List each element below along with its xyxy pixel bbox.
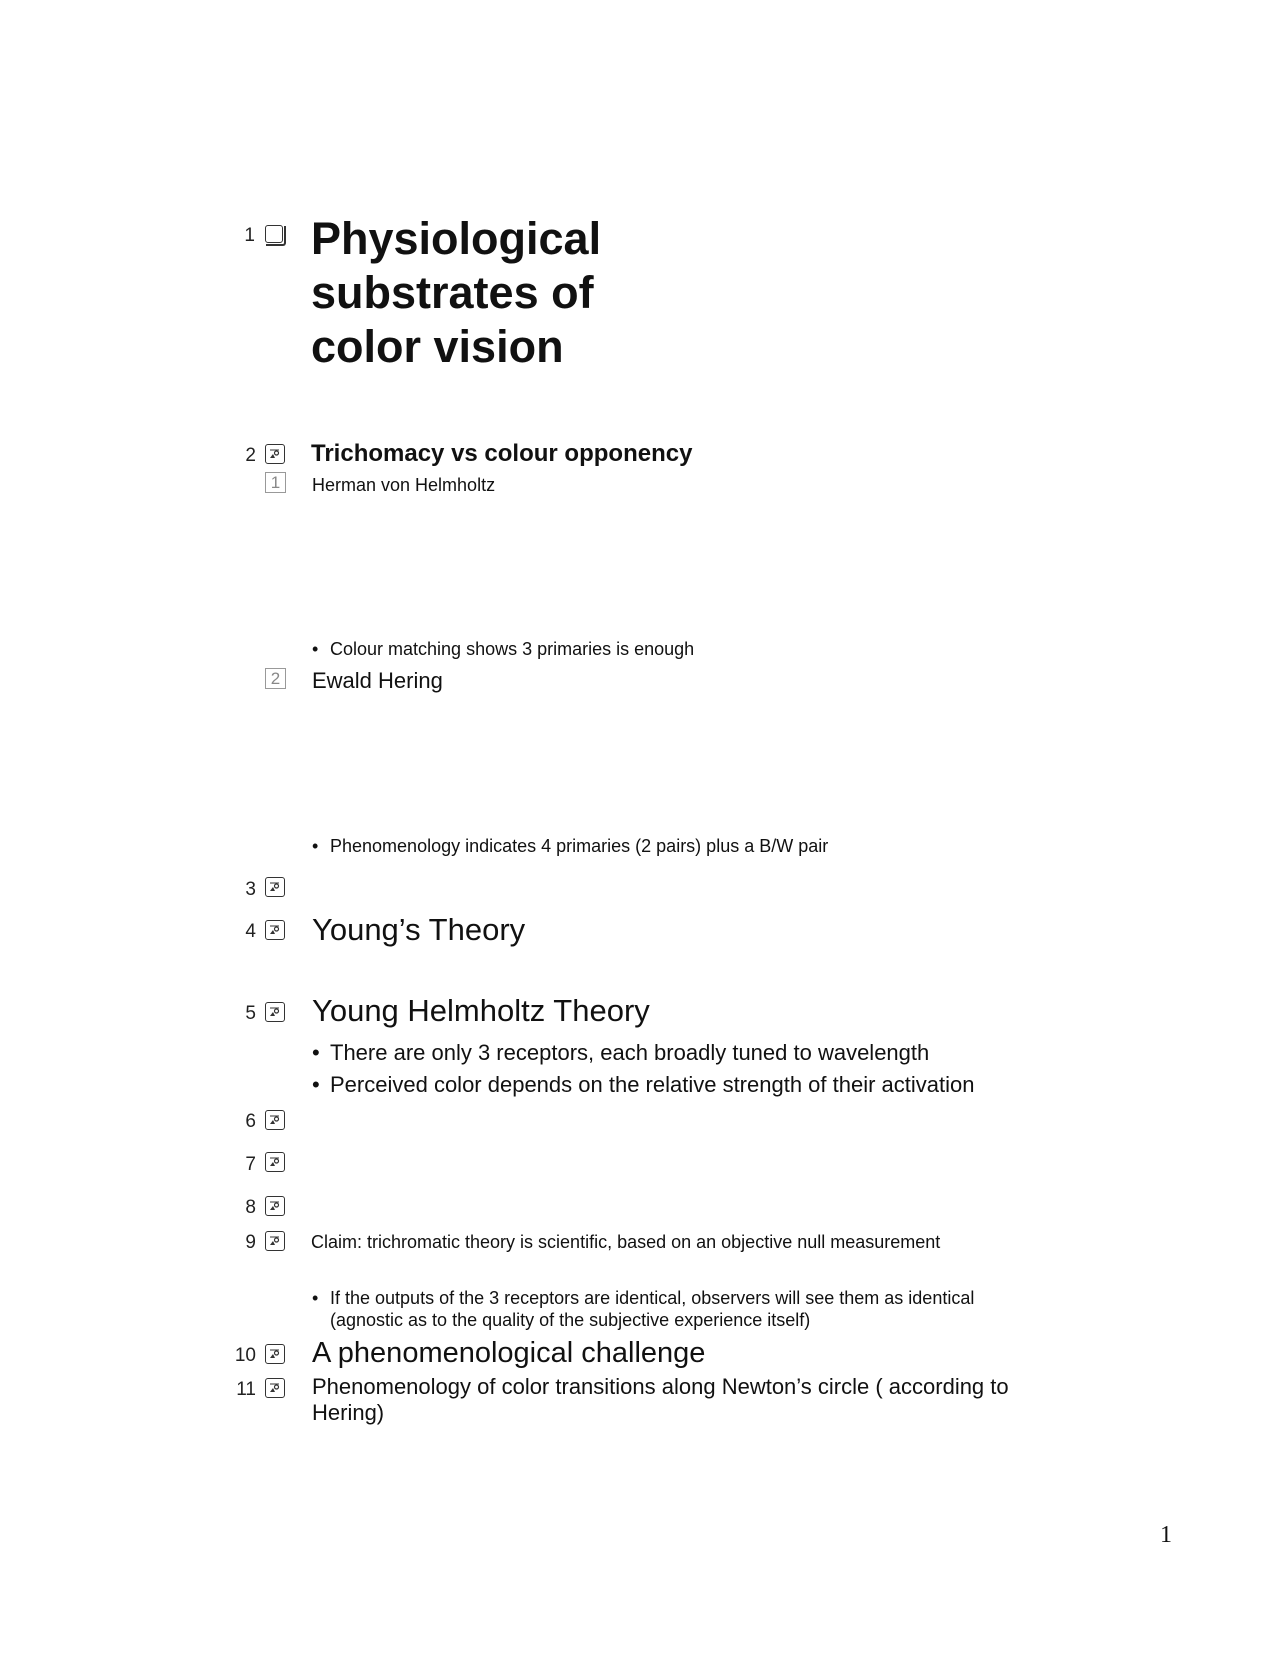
bullet-dot: • bbox=[312, 1040, 320, 1065]
slide-image-icon bbox=[265, 877, 285, 897]
bullet-text-line-1: If the outputs of the 3 receptors are identical, observers will see them as identical bbox=[330, 1288, 975, 1308]
slide-number-4: 4 bbox=[245, 921, 256, 942]
slide-number-8: 8 bbox=[245, 1197, 256, 1218]
slide-number-2: 2 bbox=[245, 445, 256, 466]
slide-image-icon bbox=[265, 1002, 285, 1022]
bullet-text-line-2: (agnostic as to the quality of the subjective experience itself) bbox=[330, 1310, 811, 1330]
subsection-marker-1: 1 bbox=[265, 472, 286, 493]
slide-11-title-line-2: Hering) bbox=[312, 1400, 385, 1425]
slide-1-title: Physiological substrates of color vision bbox=[311, 213, 602, 372]
bullet-text: Phenomenology indicates 4 primaries (2 pairs) plus a B/W pair bbox=[330, 836, 829, 856]
slide-2-title: Trichomacy vs colour opponency bbox=[311, 440, 693, 467]
slide-11-title-line-1: Phenomenology of color transitions along Newton’s circle ( according to bbox=[312, 1374, 1009, 1399]
helmholtz-bullet bbox=[312, 639, 912, 663]
young-helmholtz-bullet-1 bbox=[312, 1040, 1012, 1068]
page-number: 1 bbox=[1160, 1522, 1172, 1548]
slide-image-icon bbox=[265, 1196, 285, 1216]
bullet-text: There are only 3 receptors, each broadly tuned to wavelength bbox=[330, 1040, 930, 1065]
slide-image-icon bbox=[265, 1378, 285, 1398]
hering-heading: Ewald Hering bbox=[312, 668, 443, 693]
slide-number-6: 6 bbox=[245, 1111, 256, 1132]
bullet-dot: • bbox=[312, 639, 319, 659]
slide-5-title: Young Helmholtz Theory bbox=[312, 993, 650, 1028]
blank-slide-icon bbox=[265, 225, 283, 243]
slide-9-bullet bbox=[312, 1288, 1052, 1334]
slide-number-7: 7 bbox=[245, 1154, 256, 1175]
slide-image-icon bbox=[265, 1110, 285, 1130]
slide-4-title: Young’s Theory bbox=[312, 912, 526, 947]
subsection-marker-2: 2 bbox=[265, 668, 286, 689]
slide-image-icon bbox=[265, 1231, 285, 1251]
bullet-dot: • bbox=[312, 836, 319, 856]
slide-image-icon bbox=[265, 444, 285, 464]
bullet-dot: • bbox=[312, 1072, 320, 1097]
slide-image-icon bbox=[265, 920, 285, 940]
slide-number-11: 11 bbox=[236, 1379, 256, 1400]
slide-10-title: A phenomenological challenge bbox=[312, 1337, 706, 1369]
bullet-text: Perceived color depends on the relative strength of their activation bbox=[330, 1072, 975, 1097]
slide-number-5: 5 bbox=[245, 1003, 256, 1024]
helmholtz-heading: Herman von Helmholtz bbox=[312, 475, 496, 495]
slide-number-1: 1 bbox=[244, 225, 255, 246]
bullet-text: Colour matching shows 3 primaries is enough bbox=[330, 639, 695, 659]
slide-image-icon bbox=[265, 1344, 285, 1364]
young-helmholtz-bullet-2 bbox=[312, 1072, 1032, 1100]
slide-number-10: 10 bbox=[234, 1345, 256, 1366]
slide-9-title: Claim: trichromatic theory is scientific, based on an objective null measurement bbox=[311, 1232, 941, 1252]
slide-number-9: 9 bbox=[245, 1232, 256, 1253]
slide-number-3: 3 bbox=[245, 879, 256, 900]
hering-bullet bbox=[312, 836, 1012, 860]
bullet-dot: • bbox=[312, 1288, 319, 1308]
slide-image-icon bbox=[265, 1152, 285, 1172]
